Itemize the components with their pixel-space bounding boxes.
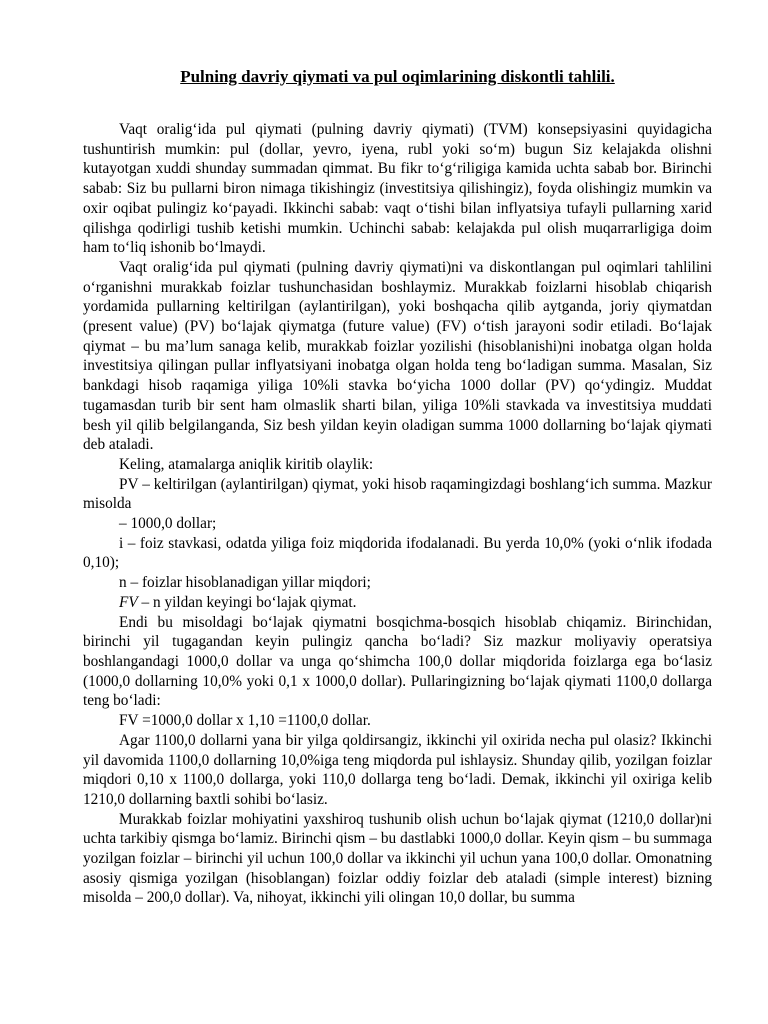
paragraph-pv-value: – 1000,0 dollar;	[119, 515, 217, 533]
paragraph-terms-intro: Keling, atamalarga aniqlik kiritib olaylik:	[119, 455, 374, 473]
paragraph-tvm-concept: Vaqt oralig‘ida pul qiymati (pulning davriy qiymati) (TVM) konsepsiyasini quyidagicha tushuntirish mumkin: pul (dollar, yevro, iyena, rubl yoki so‘m) bugun Siz kelajakda olishni kutayotgan xuddi shunday summadan qimmat. Bu fikr to‘g‘riligiga kamida uchta sabab bor. Birinchi sabab: Siz bu pullarni biron nimaga tikishingiz (investitsiya qilishingiz), foyda olishingiz mumkin va oxir oqibat pulingiz ko‘payadi. Ikkinchi sabab: vaqt o‘tishi bilan inflyatsiya tufayli pullarning xarid qilishga qodirligi tushib ketishi mumkin. Uchinchi sabab: kelajakda pul olish muqarrarligiga doim ham to‘liq ishonib bo‘lmaydi.	[83, 121, 712, 257]
fv-definition-text: – n yildan keyingi bo‘lajak qiymat.	[141, 593, 357, 611]
paragraph-pv-definition: PV – keltirilgan (aylantirilgan) qiymat, yoki hisob raqamingizdagi boshlang‘ich summa. Mazkur misolda	[83, 475, 712, 513]
document-body	[83, 120, 712, 908]
paragraph-fv-formula: FV =1000,0 dollar x 1,10 =1100,0 dollar.	[119, 712, 371, 730]
paragraph-three-parts: Murakkab foizlar mohiyatini yaxshiroq tushunib olish uchun bo‘lajak qiymat (1210,0 dollar)ni uchta tarkibiy qismga bo‘lamiz. Birinchi qism – bu dastlabki 1000,0 dollar. Keyin qism – bu summaga yozilgan foizlar – birinchi yil uchun 100,0 dollar va ikkinchi yil uchun yana 100,0 dollar. Omonatning asosiy qismiga yozilgan (hisoblangan) foizlar oddiy foizlar deb ataladi (simple interest) bizning misolda – 200,0 dollar). Va, nihoyat, ikkinchi yili olingan 10,0 dollar, bu summa	[83, 810, 712, 907]
document-page	[83, 66, 712, 908]
paragraph-n-definition: n – foizlar hisoblanadigan yillar miqdori;	[119, 574, 371, 592]
document-title: Pulning davriy qiymati va pul oqimlarining diskontli tahlili.	[180, 67, 615, 86]
paragraph-step-by-step: Endi bu misoldagi bo‘lajak qiymatni bosqichma-bosqich hisoblab chiqamiz. Birinchidan, birinchi yil tugagandan keyin pulingiz qancha bo‘ladi? Siz mazkur moliyaviy operatsiya boshlangandagi 1000,0 dollar va unga qo‘shimcha 100,0 dollar miqdorida foizlarga ega bo‘lasiz (1000,0 dollarning 10,0% yoki 0,1 x 1000,0 dollar). Pullaringizning bo‘lajak qiymati 1100,0 dollarga teng bo‘ladi:	[83, 613, 712, 710]
paragraph-second-year: Agar 1100,0 dollarni yana bir yilga qoldirsangiz, ikkinchi yil oxirida necha pul olasiz? Ikkinchi yil davomida 1100,0 dollarning 10,0%iga teng miqdorda pul ishlaysiz. Shunday qilib, yozilgan foizlar miqdori 0,10 x 1100,0 dollarga, yoki 110,0 dollarga teng bo‘ladi. Demak, ikkinchi yil oxiriga kelib 1210,0 dollarning baxtli sohibi bo‘lasiz.	[83, 731, 712, 808]
fv-label: FV	[119, 593, 138, 611]
paragraph-fv-definition	[83, 593, 712, 613]
paragraph-compound-interest: Vaqt oralig‘ida pul qiymati (pulning davriy qiymati)ni va diskontlangan pul oqimlari tahlilini o‘rganishni murakkab foizlar tushunchasidan boshlaymiz. Murakkab foizlarni hisoblab chiqarish yordamida pullarning keltirilgan (aylantirilgan), yoki boshqacha qilib aytganda, joriy qiymatdan (present value) (PV) bo‘lajak qiymatga (future value) (FV) o‘tish jarayoni sodir etiladi. Bo‘lajak qiymat – bu ma’lum sanaga kelib, murakkab foizlar yozilishi (hisoblanishi)ni inobatga olgan holda investitsiya qilingan pullar inflyatsiyani inobatga olgan holda teng bo‘ladigan summa. Masalan, Siz bankdagi hisob raqamiga yiliga 10%li stavka bo‘yicha 1000 dollar (PV) qo‘ydingiz. Muddat tugamasdan turib bir sent ham olmaslik sharti bilan, yiliga 10%li stavkada va investitsiya muddati besh yil qilib belgilanganda, Siz besh yildan keyin oladigan summa 1000 dollarning bo‘lajak qiymati deb ataladi.	[83, 258, 712, 454]
paragraph-i-definition: i – foiz stavkasi, odatda yiliga foiz miqdorida ifodalanadi. Bu yerda 10,0% (yoki o‘nlik ifodada 0,10);	[83, 534, 712, 572]
